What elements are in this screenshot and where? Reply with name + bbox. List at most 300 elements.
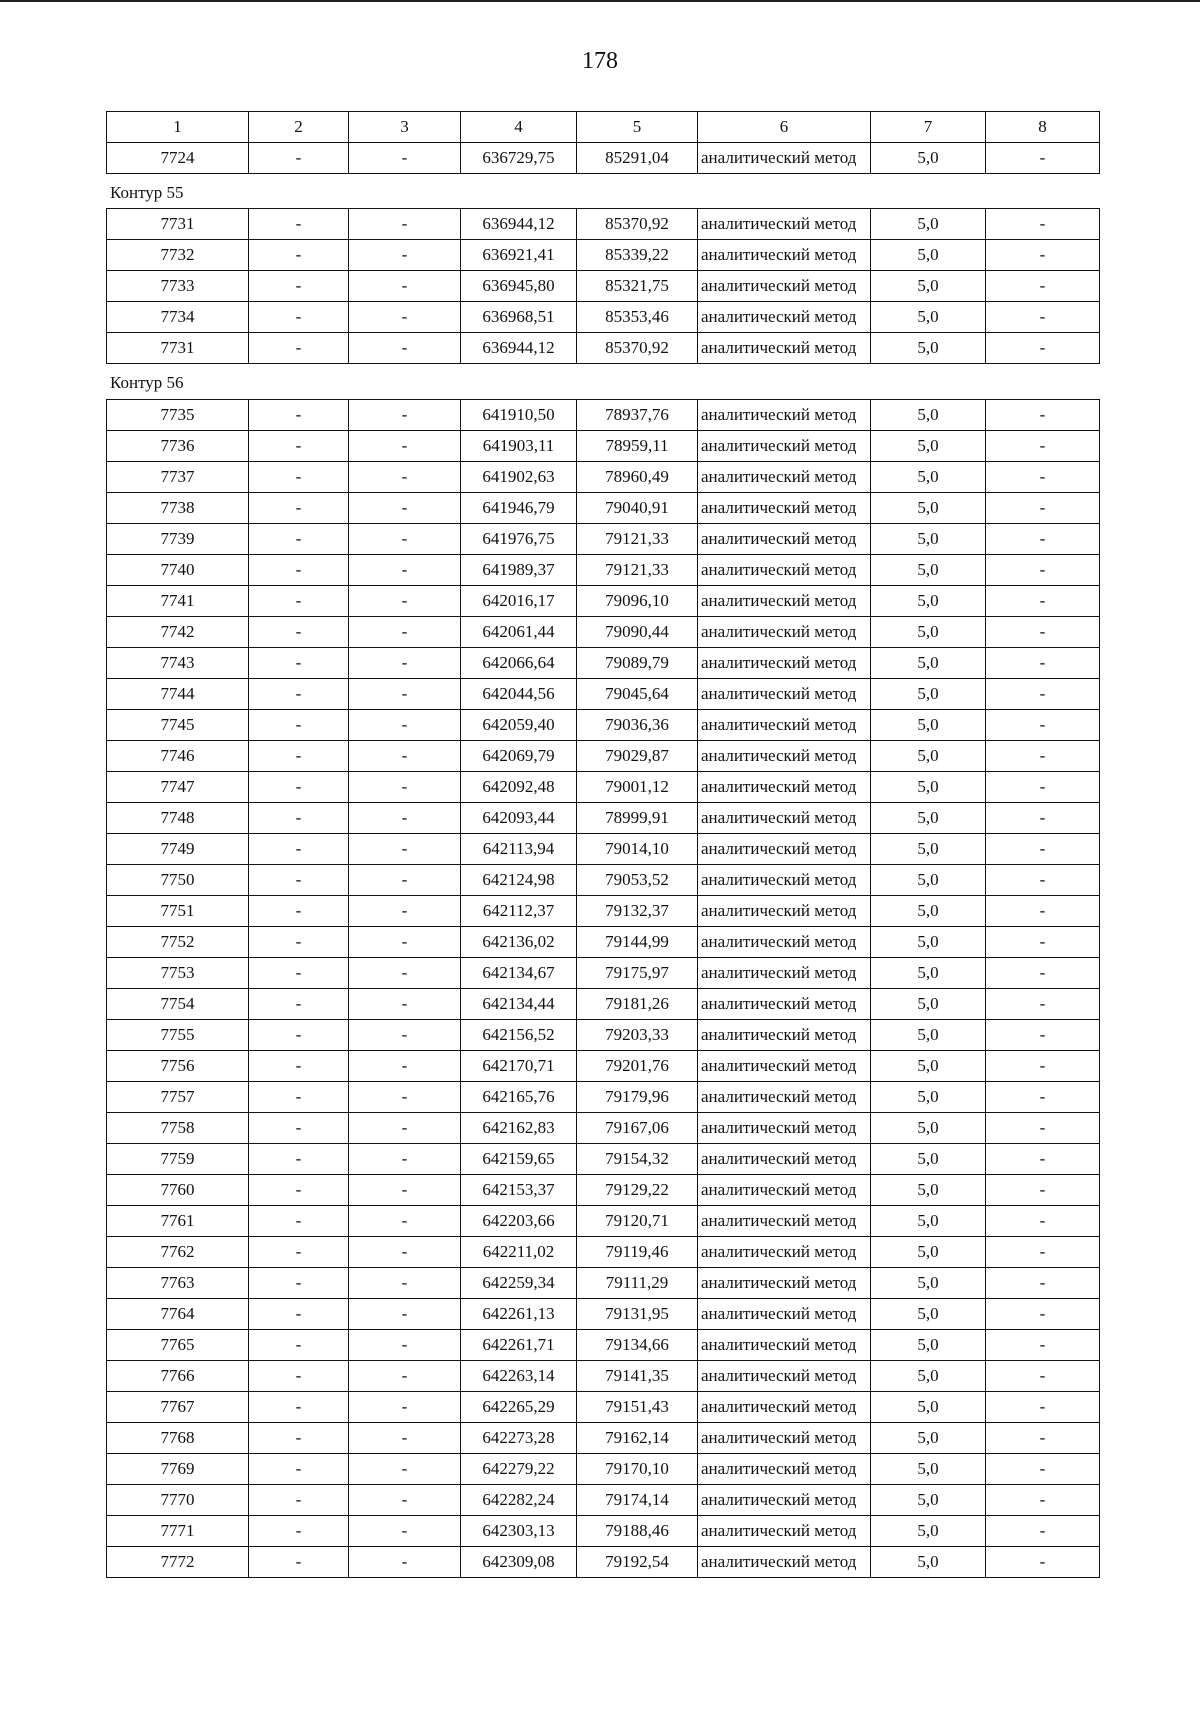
y-coordinate-cell: 79162,14 [577,1423,698,1454]
col-2-value-cell: - [249,1020,349,1051]
point-number-cell: 7733 [107,271,249,302]
col-2-value-cell: - [249,1547,349,1578]
column-header: 5 [577,112,698,143]
y-coordinate-cell: 79144,99 [577,927,698,958]
table-row [107,1485,1100,1516]
accuracy-cell: 5,0 [871,493,986,524]
col-2-value-cell: - [249,1485,349,1516]
method-cell: аналитический метод [698,648,871,679]
col-8-value-cell: - [986,1330,1100,1361]
col-2-value-cell: - [249,617,349,648]
table-row [107,524,1100,555]
method-cell: аналитический метод [698,1175,871,1206]
accuracy-cell: 5,0 [871,989,986,1020]
accuracy-cell: 5,0 [871,1206,986,1237]
col-3-value-cell: - [349,143,461,174]
point-number-cell: 7724 [107,143,249,174]
y-coordinate-cell: 79119,46 [577,1237,698,1268]
y-coordinate-cell: 79121,33 [577,524,698,555]
point-number-cell: 7741 [107,586,249,617]
table-row [107,1392,1100,1423]
method-cell: аналитический метод [698,333,871,364]
col-8-value-cell: - [986,431,1100,462]
col-8-value-cell: - [986,648,1100,679]
col-3-value-cell: - [349,271,461,302]
col-3-value-cell: - [349,865,461,896]
table-row [107,209,1100,240]
point-number-cell: 7749 [107,834,249,865]
col-3-value-cell: - [349,493,461,524]
col-2-value-cell: - [249,741,349,772]
col-2-value-cell: - [249,1082,349,1113]
method-cell: аналитический метод [698,896,871,927]
method-cell: аналитический метод [698,1144,871,1175]
point-number-cell: 7752 [107,927,249,958]
col-2-value-cell: - [249,1423,349,1454]
point-number-cell: 7737 [107,462,249,493]
method-cell: аналитический метод [698,462,871,493]
method-cell: аналитический метод [698,834,871,865]
col-3-value-cell: - [349,240,461,271]
point-number-cell: 7770 [107,1485,249,1516]
accuracy-cell: 5,0 [871,1082,986,1113]
method-cell: аналитический метод [698,1268,871,1299]
point-number-cell: 7748 [107,803,249,834]
method-cell: аналитический метод [698,1237,871,1268]
table-row [107,431,1100,462]
table-row [107,462,1100,493]
col-8-value-cell: - [986,803,1100,834]
x-coordinate-cell: 642203,66 [461,1206,577,1237]
accuracy-cell: 5,0 [871,927,986,958]
col-2-value-cell: - [249,555,349,586]
col-8-value-cell: - [986,333,1100,364]
x-coordinate-cell: 641910,50 [461,400,577,431]
col-2-value-cell: - [249,896,349,927]
col-3-value-cell: - [349,1082,461,1113]
col-3-value-cell: - [349,1206,461,1237]
method-cell: аналитический метод [698,271,871,302]
point-number-cell: 7757 [107,1082,249,1113]
col-2-value-cell: - [249,989,349,1020]
accuracy-cell: 5,0 [871,524,986,555]
method-cell: аналитический метод [698,209,871,240]
method-cell: аналитический метод [698,772,871,803]
accuracy-cell: 5,0 [871,648,986,679]
accuracy-cell: 5,0 [871,1516,986,1547]
col-2-value-cell: - [249,493,349,524]
y-coordinate-cell: 79154,32 [577,1144,698,1175]
col-2-value-cell: - [249,1113,349,1144]
col-8-value-cell: - [986,989,1100,1020]
x-coordinate-cell: 641976,75 [461,524,577,555]
y-coordinate-cell: 79192,54 [577,1547,698,1578]
table-row [107,958,1100,989]
y-coordinate-cell: 85370,92 [577,209,698,240]
method-cell: аналитический метод [698,679,871,710]
col-3-value-cell: - [349,710,461,741]
table-row [107,143,1100,174]
x-coordinate-cell: 636968,51 [461,302,577,333]
col-8-value-cell: - [986,1144,1100,1175]
point-number-cell: 7768 [107,1423,249,1454]
col-3-value-cell: - [349,1020,461,1051]
x-coordinate-cell: 642059,40 [461,710,577,741]
col-8-value-cell: - [986,772,1100,803]
table-row [107,710,1100,741]
col-8-value-cell: - [986,1237,1100,1268]
table-row [107,1268,1100,1299]
col-8-value-cell: - [986,896,1100,927]
col-3-value-cell: - [349,209,461,240]
x-coordinate-cell: 642044,56 [461,679,577,710]
y-coordinate-cell: 79036,36 [577,710,698,741]
col-2-value-cell: - [249,143,349,174]
col-2-value-cell: - [249,803,349,834]
col-3-value-cell: - [349,989,461,1020]
x-coordinate-cell: 642211,02 [461,1237,577,1268]
table-row [107,1547,1100,1578]
col-2-value-cell: - [249,1330,349,1361]
y-coordinate-cell: 79167,06 [577,1113,698,1144]
point-number-cell: 7745 [107,710,249,741]
col-8-value-cell: - [986,1392,1100,1423]
col-8-value-cell: - [986,1206,1100,1237]
col-8-value-cell: - [986,1051,1100,1082]
y-coordinate-cell: 79131,95 [577,1299,698,1330]
point-number-cell: 7742 [107,617,249,648]
point-number-cell: 7764 [107,1299,249,1330]
point-number-cell: 7732 [107,240,249,271]
table-row [107,989,1100,1020]
accuracy-cell: 5,0 [871,865,986,896]
x-coordinate-cell: 641989,37 [461,555,577,586]
col-8-value-cell: - [986,741,1100,772]
table-row [107,493,1100,524]
point-number-cell: 7763 [107,1268,249,1299]
column-header: 1 [107,112,249,143]
method-cell: аналитический метод [698,240,871,271]
method-cell: аналитический метод [698,710,871,741]
table-row [107,1020,1100,1051]
method-cell: аналитический метод [698,865,871,896]
col-3-value-cell: - [349,679,461,710]
accuracy-cell: 5,0 [871,431,986,462]
point-number-cell: 7751 [107,896,249,927]
point-number-cell: 7740 [107,555,249,586]
point-number-cell: 7743 [107,648,249,679]
table-row [107,1361,1100,1392]
x-coordinate-cell: 642259,34 [461,1268,577,1299]
col-2-value-cell: - [249,462,349,493]
col-8-value-cell: - [986,400,1100,431]
table-row [107,1206,1100,1237]
accuracy-cell: 5,0 [871,1485,986,1516]
col-8-value-cell: - [986,958,1100,989]
method-cell: аналитический метод [698,1361,871,1392]
accuracy-cell: 5,0 [871,1547,986,1578]
col-8-value-cell: - [986,493,1100,524]
x-coordinate-cell: 642153,37 [461,1175,577,1206]
x-coordinate-cell: 642261,13 [461,1299,577,1330]
y-coordinate-cell: 79096,10 [577,586,698,617]
accuracy-cell: 5,0 [871,143,986,174]
point-number-cell: 7735 [107,400,249,431]
point-number-cell: 7754 [107,989,249,1020]
col-8-value-cell: - [986,834,1100,865]
point-number-cell: 7731 [107,209,249,240]
x-coordinate-cell: 642092,48 [461,772,577,803]
x-coordinate-cell: 642170,71 [461,1051,577,1082]
accuracy-cell: 5,0 [871,1454,986,1485]
point-number-cell: 7753 [107,958,249,989]
x-coordinate-cell: 636944,12 [461,333,577,364]
y-coordinate-cell: 78937,76 [577,400,698,431]
accuracy-cell: 5,0 [871,958,986,989]
col-2-value-cell: - [249,524,349,555]
y-coordinate-cell: 78959,11 [577,431,698,462]
table-row [107,333,1100,364]
col-2-value-cell: - [249,1392,349,1423]
y-coordinate-cell: 85321,75 [577,271,698,302]
y-coordinate-cell: 79132,37 [577,896,698,927]
table-row [107,772,1100,803]
point-number-cell: 7762 [107,1237,249,1268]
col-3-value-cell: - [349,741,461,772]
x-coordinate-cell: 642303,13 [461,1516,577,1547]
table-row [107,1423,1100,1454]
y-coordinate-cell: 78999,91 [577,803,698,834]
col-3-value-cell: - [349,648,461,679]
col-3-value-cell: - [349,1051,461,1082]
method-cell: аналитический метод [698,1082,871,1113]
point-number-cell: 7747 [107,772,249,803]
method-cell: аналитический метод [698,1299,871,1330]
accuracy-cell: 5,0 [871,462,986,493]
x-coordinate-cell: 642159,65 [461,1144,577,1175]
table-row [107,617,1100,648]
col-2-value-cell: - [249,1299,349,1330]
accuracy-cell: 5,0 [871,772,986,803]
method-cell: аналитический метод [698,1113,871,1144]
col-2-value-cell: - [249,710,349,741]
accuracy-cell: 5,0 [871,586,986,617]
accuracy-cell: 5,0 [871,1051,986,1082]
x-coordinate-cell: 642273,28 [461,1423,577,1454]
accuracy-cell: 5,0 [871,1330,986,1361]
col-2-value-cell: - [249,958,349,989]
method-cell: аналитический метод [698,1206,871,1237]
col-2-value-cell: - [249,1175,349,1206]
col-2-value-cell: - [249,240,349,271]
x-coordinate-cell: 636729,75 [461,143,577,174]
col-3-value-cell: - [349,1144,461,1175]
col-2-value-cell: - [249,1268,349,1299]
table-row [107,679,1100,710]
col-8-value-cell: - [986,1361,1100,1392]
col-2-value-cell: - [249,1051,349,1082]
x-coordinate-cell: 642112,37 [461,896,577,927]
coordinates-table-top [106,111,1100,174]
col-8-value-cell: - [986,679,1100,710]
col-3-value-cell: - [349,333,461,364]
table-row [107,271,1100,302]
method-cell: аналитический метод [698,927,871,958]
accuracy-cell: 5,0 [871,1237,986,1268]
x-coordinate-cell: 642265,29 [461,1392,577,1423]
col-8-value-cell: - [986,1423,1100,1454]
table-row [107,1516,1100,1547]
point-number-cell: 7769 [107,1454,249,1485]
point-number-cell: 7767 [107,1392,249,1423]
x-coordinate-cell: 642134,67 [461,958,577,989]
col-8-value-cell: - [986,302,1100,333]
col-2-value-cell: - [249,271,349,302]
table-row [107,648,1100,679]
accuracy-cell: 5,0 [871,710,986,741]
y-coordinate-cell: 79181,26 [577,989,698,1020]
col-3-value-cell: - [349,1361,461,1392]
y-coordinate-cell: 79029,87 [577,741,698,772]
x-coordinate-cell: 642261,71 [461,1330,577,1361]
col-2-value-cell: - [249,1144,349,1175]
col-2-value-cell: - [249,648,349,679]
point-number-cell: 7738 [107,493,249,524]
col-8-value-cell: - [986,143,1100,174]
col-8-value-cell: - [986,209,1100,240]
col-3-value-cell: - [349,834,461,865]
y-coordinate-cell: 85370,92 [577,333,698,364]
table-row [107,1113,1100,1144]
method-cell: аналитический метод [698,400,871,431]
col-3-value-cell: - [349,431,461,462]
col-8-value-cell: - [986,524,1100,555]
col-8-value-cell: - [986,1485,1100,1516]
table-row [107,1299,1100,1330]
method-cell: аналитический метод [698,1454,871,1485]
method-cell: аналитический метод [698,958,871,989]
x-coordinate-cell: 642136,02 [461,927,577,958]
x-coordinate-cell: 642279,22 [461,1454,577,1485]
y-coordinate-cell: 79111,29 [577,1268,698,1299]
col-8-value-cell: - [986,586,1100,617]
col-8-value-cell: - [986,1516,1100,1547]
x-coordinate-cell: 642069,79 [461,741,577,772]
y-coordinate-cell: 79175,97 [577,958,698,989]
y-coordinate-cell: 79151,43 [577,1392,698,1423]
point-number-cell: 7758 [107,1113,249,1144]
y-coordinate-cell: 79201,76 [577,1051,698,1082]
y-coordinate-cell: 79053,52 [577,865,698,896]
method-cell: аналитический метод [698,302,871,333]
col-3-value-cell: - [349,617,461,648]
col-2-value-cell: - [249,400,349,431]
col-3-value-cell: - [349,1237,461,1268]
column-header: 7 [871,112,986,143]
y-coordinate-cell: 79170,10 [577,1454,698,1485]
table-row [107,865,1100,896]
table-row [107,1330,1100,1361]
table-row [107,1175,1100,1206]
table-row [107,741,1100,772]
col-2-value-cell: - [249,586,349,617]
col-8-value-cell: - [986,1082,1100,1113]
col-3-value-cell: - [349,958,461,989]
x-coordinate-cell: 642263,14 [461,1361,577,1392]
col-3-value-cell: - [349,400,461,431]
y-coordinate-cell: 79001,12 [577,772,698,803]
col-8-value-cell: - [986,1299,1100,1330]
x-coordinate-cell: 642066,64 [461,648,577,679]
y-coordinate-cell: 78960,49 [577,462,698,493]
col-8-value-cell: - [986,462,1100,493]
point-number-cell: 7771 [107,1516,249,1547]
section-title-kontur-55: Контур 55 [110,183,184,202]
x-coordinate-cell: 642124,98 [461,865,577,896]
col-8-value-cell: - [986,710,1100,741]
method-cell: аналитический метод [698,586,871,617]
table-row [107,586,1100,617]
method-cell: аналитический метод [698,1423,871,1454]
column-header: 6 [698,112,871,143]
accuracy-cell: 5,0 [871,1020,986,1051]
col-3-value-cell: - [349,1392,461,1423]
method-cell: аналитический метод [698,555,871,586]
method-cell: аналитический метод [698,431,871,462]
point-number-cell: 7739 [107,524,249,555]
x-coordinate-cell: 641903,11 [461,431,577,462]
col-8-value-cell: - [986,555,1100,586]
y-coordinate-cell: 79129,22 [577,1175,698,1206]
col-3-value-cell: - [349,803,461,834]
accuracy-cell: 5,0 [871,240,986,271]
y-coordinate-cell: 85353,46 [577,302,698,333]
col-2-value-cell: - [249,209,349,240]
table-row [107,1082,1100,1113]
col-2-value-cell: - [249,1237,349,1268]
col-3-value-cell: - [349,586,461,617]
x-coordinate-cell: 636921,41 [461,240,577,271]
col-2-value-cell: - [249,927,349,958]
accuracy-cell: 5,0 [871,271,986,302]
column-header: 8 [986,112,1100,143]
col-8-value-cell: - [986,617,1100,648]
point-number-cell: 7766 [107,1361,249,1392]
method-cell: аналитический метод [698,493,871,524]
method-cell: аналитический метод [698,143,871,174]
point-number-cell: 7761 [107,1206,249,1237]
col-8-value-cell: - [986,1020,1100,1051]
col-8-value-cell: - [986,1547,1100,1578]
table-row [107,555,1100,586]
point-number-cell: 7772 [107,1547,249,1578]
y-coordinate-cell: 79134,66 [577,1330,698,1361]
col-3-value-cell: - [349,1547,461,1578]
y-coordinate-cell: 79014,10 [577,834,698,865]
method-cell: аналитический метод [698,741,871,772]
col-3-value-cell: - [349,1454,461,1485]
col-3-value-cell: - [349,555,461,586]
col-8-value-cell: - [986,865,1100,896]
x-coordinate-cell: 642093,44 [461,803,577,834]
y-coordinate-cell: 85291,04 [577,143,698,174]
accuracy-cell: 5,0 [871,1392,986,1423]
y-coordinate-cell: 79174,14 [577,1485,698,1516]
table-row [107,803,1100,834]
y-coordinate-cell: 85339,22 [577,240,698,271]
section-title-kontur-56: Контур 56 [110,373,184,392]
point-number-cell: 7731 [107,333,249,364]
